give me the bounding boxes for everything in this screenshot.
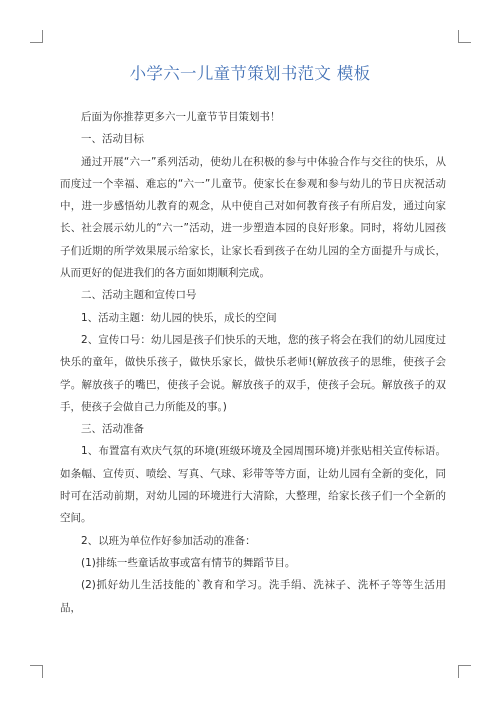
document-body bbox=[60, 106, 446, 619]
crop-mark-top-right bbox=[458, 30, 471, 43]
crop-mark-top-left bbox=[30, 30, 43, 43]
intro-paragraph: 后面为你推荐更多六一儿童节节目策划书！ bbox=[81, 111, 281, 123]
section-heading-goals: 一、活动目标 bbox=[81, 133, 144, 146]
slogan-paragraph: 2、宣传口号：幼儿园是孩子们快乐的天地，您的孩子将会在我们的幼儿园度过快乐的童年，做快乐孩子，做快乐家长，做快乐老师!(解放孩子的思维，使孩子会学。解放孩子的嘴巴，使孩子会说。解放孩子的双手，使孩子会玩。解放孩子的双手，使孩子会做自己力所能及的事。) bbox=[60, 333, 446, 413]
preparation-paragraph-2: 2、以班为单位作好参加活动的准备： bbox=[81, 534, 256, 547]
theme-paragraph: 1、活动主题：幼儿园的快乐，成长的空间 bbox=[81, 311, 277, 324]
crop-mark-bottom-left bbox=[30, 665, 43, 678]
crop-mark-bottom-right bbox=[458, 665, 471, 678]
section-heading-preparation: 三、活动准备 bbox=[81, 423, 144, 436]
preparation-item-2: (2)抓好幼儿生活技能的`教育和学习。洗手绢、洗袜子、洗杯子等等生活用品， bbox=[60, 579, 446, 614]
preparation-item-1: (1)排练一些童话故事或富有情节的舞蹈节目。 bbox=[81, 556, 296, 569]
goals-paragraph: 通过开展“六一”系列活动，使幼儿在积极的参与中体验合作与交往的快乐，从而度过一个幸福、难忘的“六一”儿童节。使家长在参观和参与幼儿的节日庆祝活动中，进一步感悟幼儿教育的观念，从中使自己对如何教育孩子有所启发，通过向家长、社会展示幼儿的“六一”活动，进一步塑造本园的良好形象。同时，将幼儿园孩子们近期的所学效果展示给家长，让家长看到孩子在幼儿园的全方面提升与成长，从而更好的促进我们的各方面如期顺利完成。 bbox=[60, 155, 446, 280]
preparation-paragraph-1: 1、布置富有欢庆气氛的环境(班级环境及全园周围环境)并张贴相关宣传标语。如条幅、宣传页、喷绘、写真、气球、彩带等等方面，让幼儿园有全新的变化，同时可在活动前期，对幼儿园的环境进行大清除，大整理，给家长孩子们一个全新的空间。 bbox=[60, 445, 446, 525]
document-title: 小学六一儿童节策划书范文 模板 bbox=[129, 64, 371, 83]
section-heading-theme: 二、活动主题和宣传口号 bbox=[81, 289, 197, 302]
